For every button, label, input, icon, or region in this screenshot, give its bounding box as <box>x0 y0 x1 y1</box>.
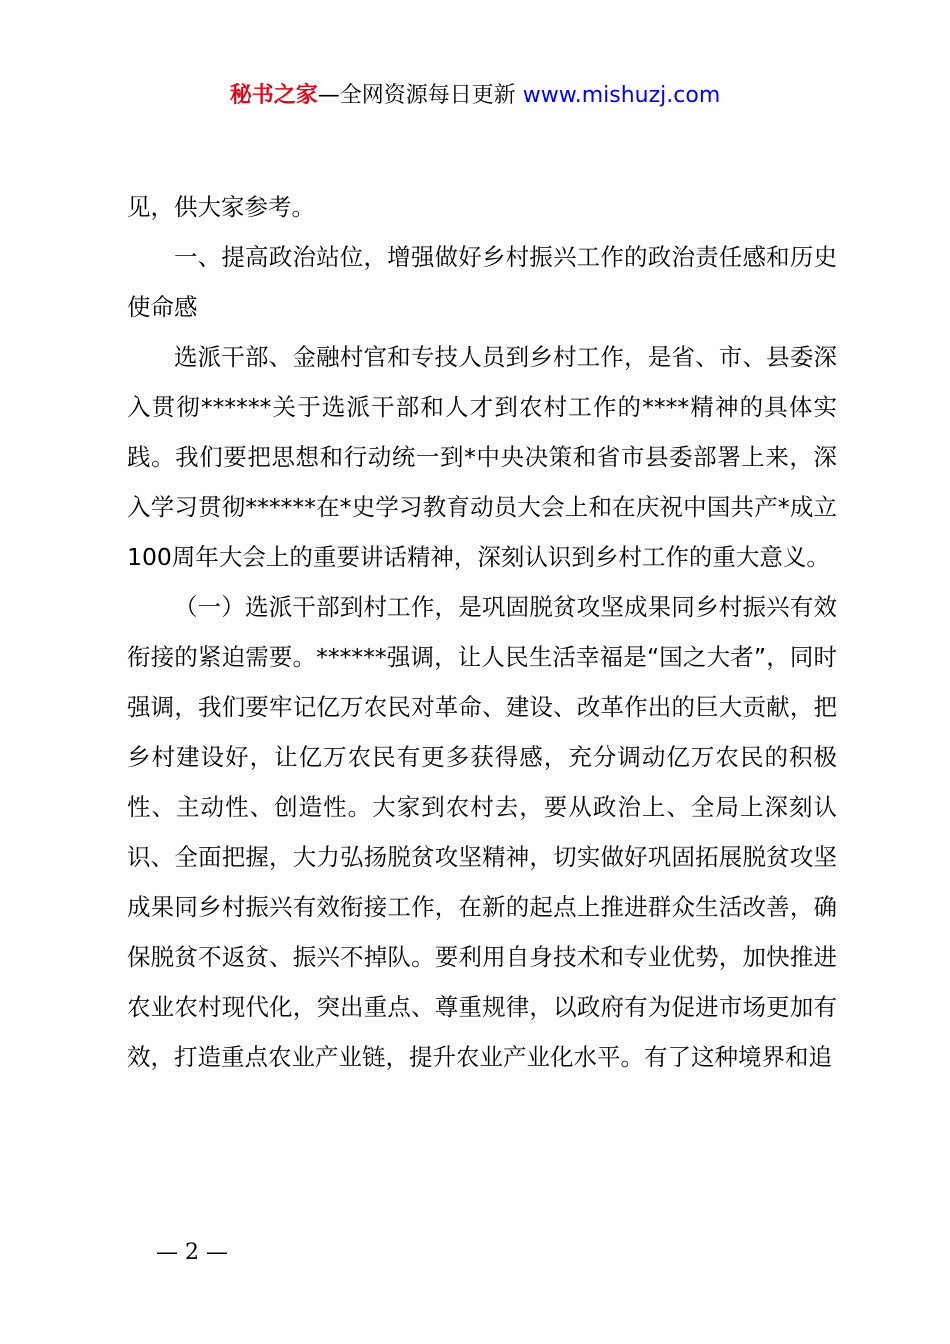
site-header <box>0 78 950 114</box>
paragraph: 选派干部、金融村官和专技人员到乡村工作，是省、市、县委深入贯彻******关于选派干部和人才到农村工作的****精神的具体实践。我们要把思想和行动统一到*中央决策和省市县委部署上来，深入学习贯彻******在*史学习教育动员大会上和在庆祝中国共产*成立100周年大会上的重要讲话精神，深刻认识到乡村工作的重大意义。 <box>127 343 837 571</box>
site-url-link[interactable]: www.mishuzj.com <box>522 83 721 108</box>
section-heading: 一、提高政治站位，增强做好乡村振兴工作的政治责任感和历史使命感 <box>127 243 837 321</box>
brand-name: 秘书之家 <box>229 83 318 108</box>
paragraph-continuation: 见，供大家参考。 <box>127 193 315 221</box>
header-tagline: —全网资源每日更新 <box>317 83 523 108</box>
paragraph: （一）选派干部到村工作，是巩固脱贫攻坚成果同乡村振兴有效衔接的紧迫需要。******强调，让人民生活幸福是“国之大者”，同时强调，我们要牢记亿万农民对革命、建设、改革作出的巨大贡献，把乡村建设好，让亿万农民有更多获得感，充分调动亿万农民的积极性、主动性、创造性。大家到农村去，要从政治上、全局上深刻认识、全面把握，大力弘扬脱贫攻坚精神，切实做好巩固拓展脱贫攻坚成果同乡村振兴有效衔接工作，在新的起点上推进群众生活改善，确保脱贫不返贫、振兴不掉队。要利用自身技术和专业优势，加快推进农业农村现代化，突出重点、尊重规律，以政府有为促进市场更加有效，打造重点农业产业链，提升农业产业化水平。有了这种境界和追 <box>127 593 837 1071</box>
page-number: — 2 — <box>156 1240 228 1265</box>
document-body <box>127 182 837 1082</box>
